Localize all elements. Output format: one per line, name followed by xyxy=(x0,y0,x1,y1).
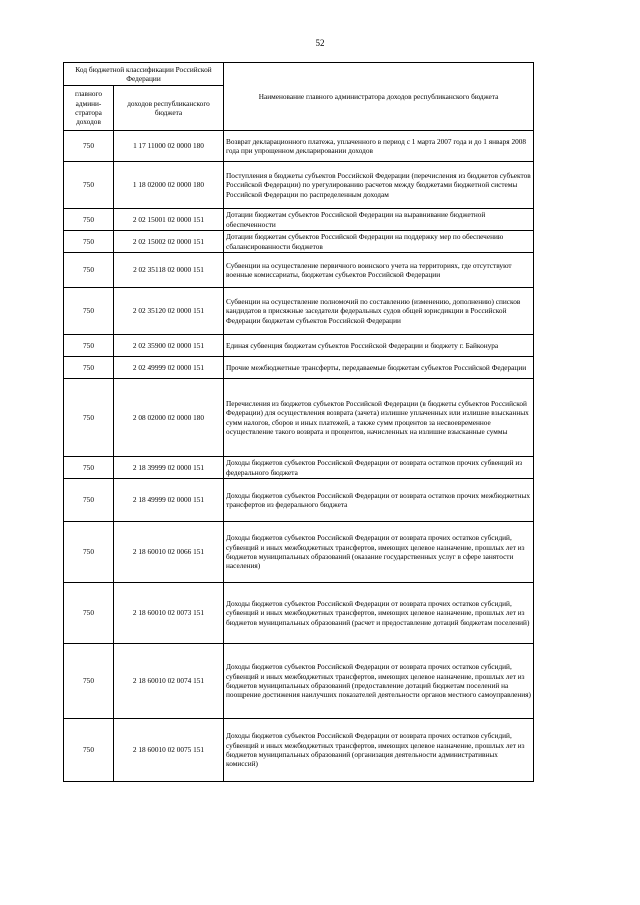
header-main-administrator: главного админи-стратора доходов xyxy=(64,86,114,131)
income-code-cell: 2 18 49999 02 0000 151 xyxy=(114,479,224,522)
table-body xyxy=(64,131,534,782)
header-administrator-name: Наименование главного администратора доходов республиканского бюджета xyxy=(224,63,534,131)
income-name-cell: Доходы бюджетов субъектов Российской Федерации от возврата прочих остатков субсидий, субвенций и иных межбюджетных трансфертов, имеющих целевое назначение, прошлых лет из бюджетов муниципальных образований (организация деятельности административных комиссий) xyxy=(224,719,534,782)
income-code-cell: 2 18 60010 02 0075 151 xyxy=(114,719,224,782)
income-name-cell: Возврат декларационного платежа, уплаченного в период с 1 марта 2007 года и до 1 января 2008 года при упрощенном декларировании доходов xyxy=(224,131,534,162)
income-name-cell: Доходы бюджетов субъектов Российской Федерации от возврата прочих остатков субсидий, субвенций и иных межбюджетных трансфертов, имеющих целевое назначение, прошлых лет из бюджетов муниципальных образований (расчет и предоставление дотаций бюджетам поселений) xyxy=(224,583,534,644)
admin-code-cell: 750 xyxy=(64,231,114,253)
admin-code-cell: 750 xyxy=(64,479,114,522)
income-code-cell: 2 02 49999 02 0000 151 xyxy=(114,357,224,379)
income-code-cell: 2 02 15002 02 0000 151 xyxy=(114,231,224,253)
table-row xyxy=(64,335,534,357)
table-row xyxy=(64,162,534,209)
table-row xyxy=(64,719,534,782)
income-name-cell: Дотации бюджетам субъектов Российской Федерации на выравнивание бюджетной обеспеченности xyxy=(224,209,534,231)
table-row xyxy=(64,209,534,231)
income-name-cell: Дотации бюджетам субъектов Российской Федерации на поддержку мер по обеспечению сбалансированности бюджетов xyxy=(224,231,534,253)
income-name-cell: Доходы бюджетов субъектов Российской Федерации от возврата прочих остатков субсидий, субвенций и иных межбюджетных трансфертов, имеющих целевое назначение, прошлых лет из бюджетов муниципальных образований (оказание государственных услуг в сфере занятости населения) xyxy=(224,522,534,583)
income-code-cell: 1 17 11000 02 0000 180 xyxy=(114,131,224,162)
income-name-cell: Доходы бюджетов субъектов Российской Федерации от возврата прочих остатков субсидий, субвенций и иных межбюджетных трансфертов, имеющих целевое назначение, прошлых лет из бюджетов муниципальных образований (предоставление дотаций бюджетам поселений на поощрение достижения наилучших показателей деятельности органов местного самоуправления) xyxy=(224,644,534,719)
income-code-cell: 2 18 60010 02 0066 151 xyxy=(114,522,224,583)
header-republican-income: доходов республиканского бюджета xyxy=(114,86,224,131)
table-row xyxy=(64,479,534,522)
income-code-cell: 2 02 35900 02 0000 151 xyxy=(114,335,224,357)
admin-code-cell: 750 xyxy=(64,131,114,162)
income-name-cell: Прочие межбюджетные трансферты, передаваемые бюджетам субъектов Российской Федерации xyxy=(224,357,534,379)
income-code-cell: 1 18 02000 02 0000 180 xyxy=(114,162,224,209)
admin-code-cell: 750 xyxy=(64,253,114,288)
table-row xyxy=(64,379,534,457)
admin-code-cell: 750 xyxy=(64,162,114,209)
admin-code-cell: 750 xyxy=(64,583,114,644)
income-code-cell: 2 08 02000 02 0000 180 xyxy=(114,379,224,457)
admin-code-cell: 750 xyxy=(64,644,114,719)
table-row xyxy=(64,522,534,583)
table-row xyxy=(64,583,534,644)
income-name-cell: Доходы бюджетов субъектов Российской Федерации от возврата остатков прочих субвенций из федерального бюджета xyxy=(224,457,534,479)
income-name-cell: Перечисления из бюджетов субъектов Российской Федерации (в бюджеты субъектов Российской Федерации) для осуществления возврата (зачета) излишне уплаченных или излишне взысканных сумм налогов, сборов и иных платежей, а также сумм процентов за несвоевременное осуществление такого возврата и процентов, начисленных на излишне взысканные суммы xyxy=(224,379,534,457)
page-number: 52 xyxy=(315,38,325,48)
income-name-cell: Доходы бюджетов субъектов Российской Федерации от возврата остатков прочих межбюджетных трансфертов из федерального бюджета xyxy=(224,479,534,522)
table-row xyxy=(64,457,534,479)
income-name-cell: Поступления в бюджеты субъектов Российской Федерации (перечисления из бюджетов субъектов Российской Федерации) по урегулированию расчетов между бюджетами бюджетной системы Российской Федерации по распределенным доходам xyxy=(224,162,534,209)
income-code-cell: 2 18 60010 02 0074 151 xyxy=(114,644,224,719)
admin-code-cell: 750 xyxy=(64,719,114,782)
admin-code-cell: 750 xyxy=(64,335,114,357)
budget-classification-table xyxy=(63,62,534,782)
income-code-cell: 2 02 35120 02 0000 151 xyxy=(114,288,224,335)
table-row xyxy=(64,644,534,719)
header-classification-code: Код бюджетной классификации Российской Федерации xyxy=(64,63,224,86)
table-row xyxy=(64,231,534,253)
income-code-cell: 2 18 39999 02 0000 151 xyxy=(114,457,224,479)
table-row xyxy=(64,357,534,379)
admin-code-cell: 750 xyxy=(64,209,114,231)
admin-code-cell: 750 xyxy=(64,522,114,583)
table-header-row xyxy=(64,63,534,86)
admin-code-cell: 750 xyxy=(64,379,114,457)
admin-code-cell: 750 xyxy=(64,288,114,335)
table-row xyxy=(64,253,534,288)
income-name-cell: Единая субвенция бюджетам субъектов Российской Федерации и бюджету г. Байконура xyxy=(224,335,534,357)
admin-code-cell: 750 xyxy=(64,357,114,379)
income-code-cell: 2 02 15001 02 0000 151 xyxy=(114,209,224,231)
admin-code-cell: 750 xyxy=(64,457,114,479)
table-row xyxy=(64,288,534,335)
income-code-cell: 2 02 35118 02 0000 151 xyxy=(114,253,224,288)
income-name-cell: Субвенции на осуществление первичного воинского учета на территориях, где отсутствуют военные комиссариаты, бюджетам субъектов Российской Федерации xyxy=(224,253,534,288)
income-name-cell: Субвенции на осуществление полномочий по составлению (изменению, дополнению) списков кандидатов в присяжные заседатели федеральных судов общей юрисдикции в Российской Федерации бюджетам субъектов Российской Федерации xyxy=(224,288,534,335)
table-row xyxy=(64,131,534,162)
income-code-cell: 2 18 60010 02 0073 151 xyxy=(114,583,224,644)
